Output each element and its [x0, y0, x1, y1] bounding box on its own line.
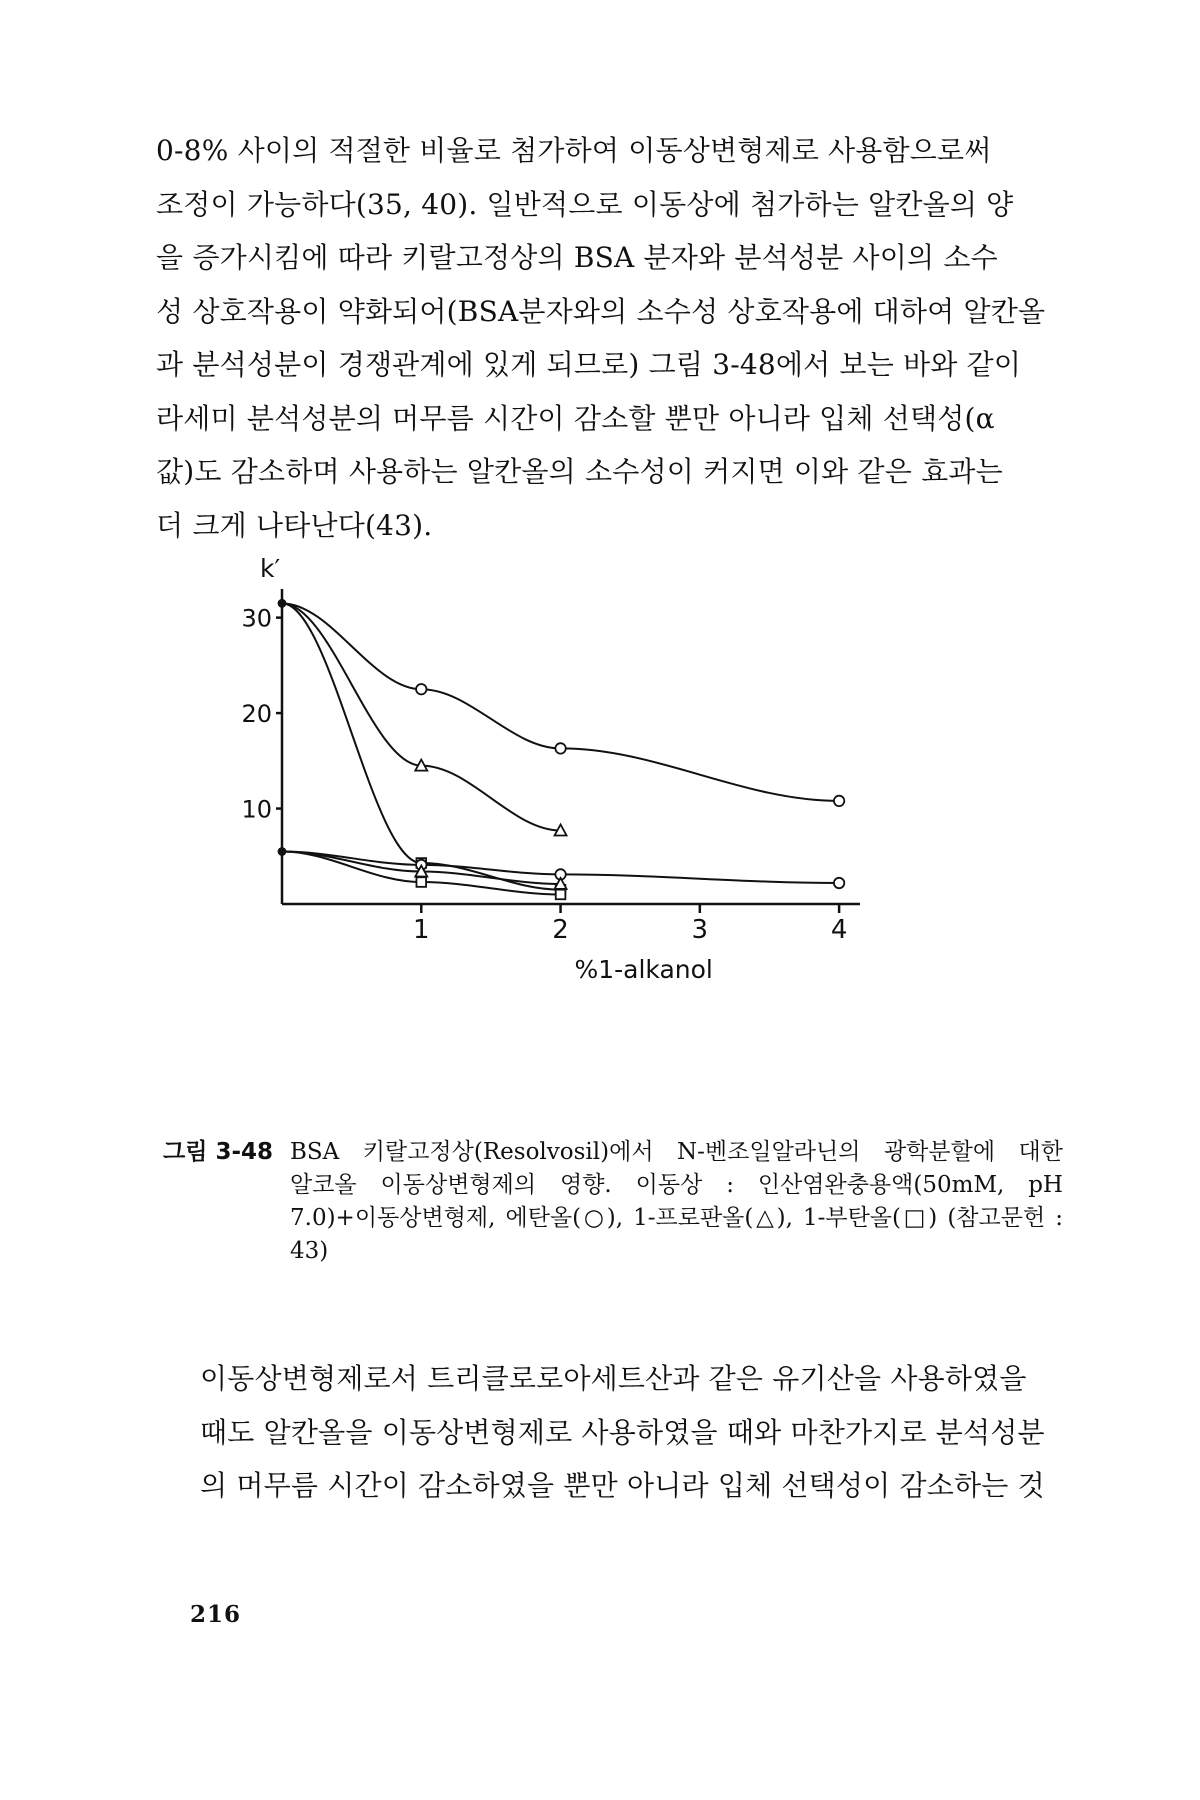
x-axis-label: %1-alkanol: [574, 955, 713, 984]
text-line: 을 증가시킴에 따라 키랄고정상의 BSA 분자와 분석성분 사이의 소수: [156, 241, 998, 274]
text-line: 조정이 가능하다(35, 40). 일반적으로 이동상에 첨가하는 알칸올의 양: [156, 187, 1014, 221]
square-data-point: [556, 890, 566, 900]
text-line: 값)도 감소하며 사용하는 알칸올의 소수성이 커지면 이와 같은 효과는: [156, 455, 1003, 488]
chart-points: [278, 600, 844, 900]
text-line: 과 분석성분이 경쟁관계에 있게 되므로) 그림 3-48에서 보는 바와 같이: [156, 348, 1022, 381]
y-tick-label: 30: [241, 604, 272, 633]
figure-caption: [163, 1136, 1063, 1286]
x-tick-label: 2: [552, 915, 569, 945]
circle-data-point: [416, 684, 426, 694]
text-line: 성 상호작용이 약화되어(BSA분자와의 소수성 상호작용에 대하여 알칸올: [156, 294, 1046, 328]
square-data-point: [416, 877, 426, 887]
series-curve: [282, 603, 561, 889]
page-number: 216: [190, 1601, 242, 1628]
figure-chart: [240, 554, 1000, 1108]
y-tick-label: 20: [241, 700, 272, 729]
text-line: 더 크게 나타난다(43).: [156, 508, 433, 542]
text-line: 때도 알칸올을 이동상변형제로 사용하였을 때와 마찬가지로 분석성분: [200, 1415, 1045, 1449]
top-paragraph: [156, 124, 1086, 554]
text-line: 의 머무름 시간이 감소하였을 뿐만 아니라 입체 선택성이 감소하는 것: [200, 1469, 1045, 1502]
bottom-paragraph: [156, 1352, 1086, 1542]
figure-label: 그림 3-48: [163, 1139, 273, 1165]
circle-data-point: [834, 878, 844, 888]
text-line: 라세미 분석성분의 머무름 시간이 감소할 뿐만 아니라 입체 선택성(α: [156, 401, 995, 435]
x-tick-label: 1: [413, 915, 430, 945]
circle-data-point: [555, 743, 565, 753]
chart-labels: [241, 554, 847, 984]
figure-caption-text: BSA 키랄고정상(Resolvosil)에서 N-벤조일알라닌의 광학분할에 대한 알코올 이동상변형제의 영향. 이동상 : 인산염완충용액(50mM, pH 7.0)+이동상변형제, 에탄올(○), 1-프로판올(△), 1-부탄올(□) (참고문헌 : 43): [290, 1139, 1063, 1264]
y-axis-label: k′: [260, 554, 281, 583]
x-tick-label: 4: [830, 915, 848, 945]
x-tick-label: 3: [691, 915, 709, 945]
text-line: 이동상변형제로서 트리클로로아세트산과 같은 유기산을 사용하였을: [200, 1362, 1027, 1395]
y-tick-label: 10: [241, 795, 272, 824]
series-start-point: [278, 848, 286, 856]
series-start-point: [278, 600, 286, 608]
circle-data-point: [834, 796, 844, 806]
series-curve: [282, 603, 561, 830]
k-prime-vs-alkanol-chart: [240, 554, 1000, 1108]
text-line: 0-8% 사이의 적절한 비율로 첨가하여 이동상변형제로 사용함으로써: [156, 134, 992, 167]
